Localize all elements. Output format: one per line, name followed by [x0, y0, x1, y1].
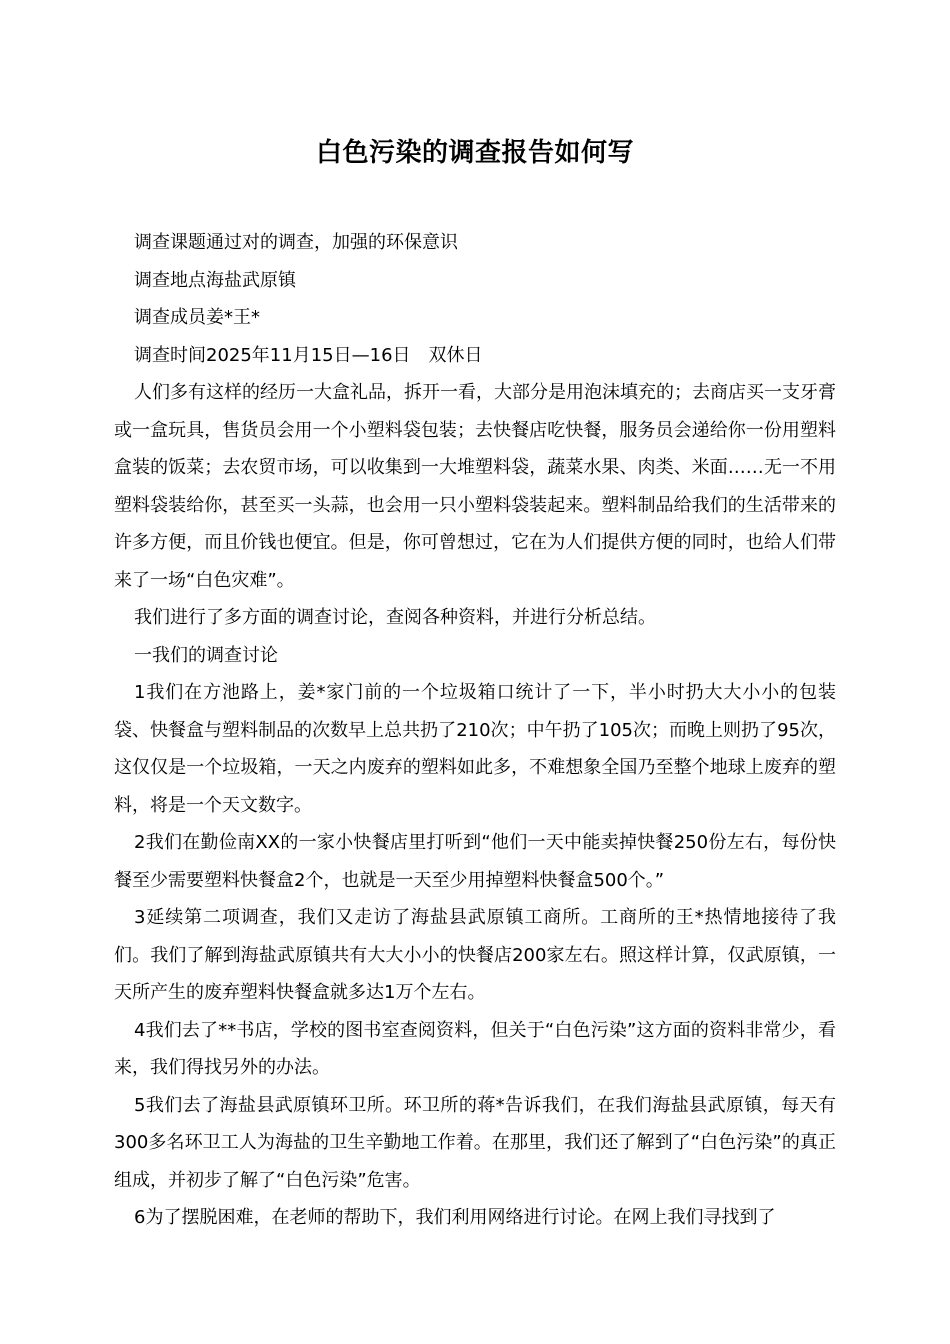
- paragraph-item-5: 5我们去了海盐县武原镇环卫所。环卫所的蒋*告诉我们，在我们海盐县武原镇，每天有300多名环卫工人为海盐的卫生辛勤地工作着。在那里，我们还了解到了“白色污染”的真正组成，并初步了解了“白色污染”危害。: [114, 1094, 836, 1191]
- paragraph-time: 调查时间2025年11月15日—16日 双休日: [134, 344, 483, 366]
- paragraph-item-1: 1我们在方池路上，姜*家门前的一个垃圾箱口统计了一下，半小时扔大大小小的包装袋、快餐盒与塑料制品的次数早上总共扔了210次；中午扔了105次；而晚上则扔了95次，这仅仅是一个垃圾箱，一天之内废弃的塑料如此多，不难想象全国乃至整个地球上废弃的塑料，将是一个天文数字。: [114, 682, 836, 816]
- paragraph-location: 调查地点海盐武原镇: [134, 269, 296, 291]
- section-heading: 一我们的调查讨论: [134, 644, 278, 666]
- paragraph-item-3: 3延续第二项调查，我们又走访了海盐县武原镇工商所。工商所的王*热情地接待了我们。我们了解到海盐武原镇共有大大小小的快餐店200家左右。照这样计算，仅武原镇，一天所产生的废弃塑料快餐盒就多达1万个左右。: [114, 907, 836, 1003]
- paragraph-item-4: 4我们去了**书店，学校的图书室查阅资料，但关于“白色污染”这方面的资料非常少，看来，我们得找另外的办法。: [114, 1019, 836, 1078]
- document-title: 白色污染的调查报告如何写: [315, 138, 634, 168]
- paragraph-item-2: 2我们在勤俭南XX的一家小快餐店里打听到“他们一天中能卖掉快餐250份左右，每份快餐至少需要塑料快餐盒2个，也就是一天至少用掉塑料快餐盒500个。”: [114, 832, 836, 891]
- paragraph-method: 我们进行了多方面的调查讨论，查阅各种资料，并进行分析总结。: [134, 607, 656, 628]
- paragraph-item-6: 6为了摆脱困难，在老师的帮助下，我们利用网络进行讨论。在网上我们寻找到了: [134, 1207, 776, 1228]
- paragraph-intro: 人们多有这样的经历一大盒礼品，拆开一看，大部分是用泡沫填充的；去商店买一支牙膏或一盒玩具，售货员会用一个小塑料袋包装；去快餐店吃快餐，服务员会递给你一份用塑料盒装的饭菜；去农贸市场，可以收集到一大堆塑料袋，蔬菜水果、肉类、米面……无一不用塑料袋装给你，甚至买一头蒜，也会用一只小塑料袋装起来。塑料制品给我们的生活带来的许多方便，而且价钱也便宜。但是，你可曾想过，它在为人们提供方便的同时，也给人们带来了一场“白色灾难”。: [114, 382, 836, 591]
- document-body: [114, 224, 836, 1237]
- paragraph-members: 调查成员姜*王*: [134, 307, 260, 328]
- paragraph-topic: 调查课题通过对的调查，加强的环保意识: [134, 232, 458, 253]
